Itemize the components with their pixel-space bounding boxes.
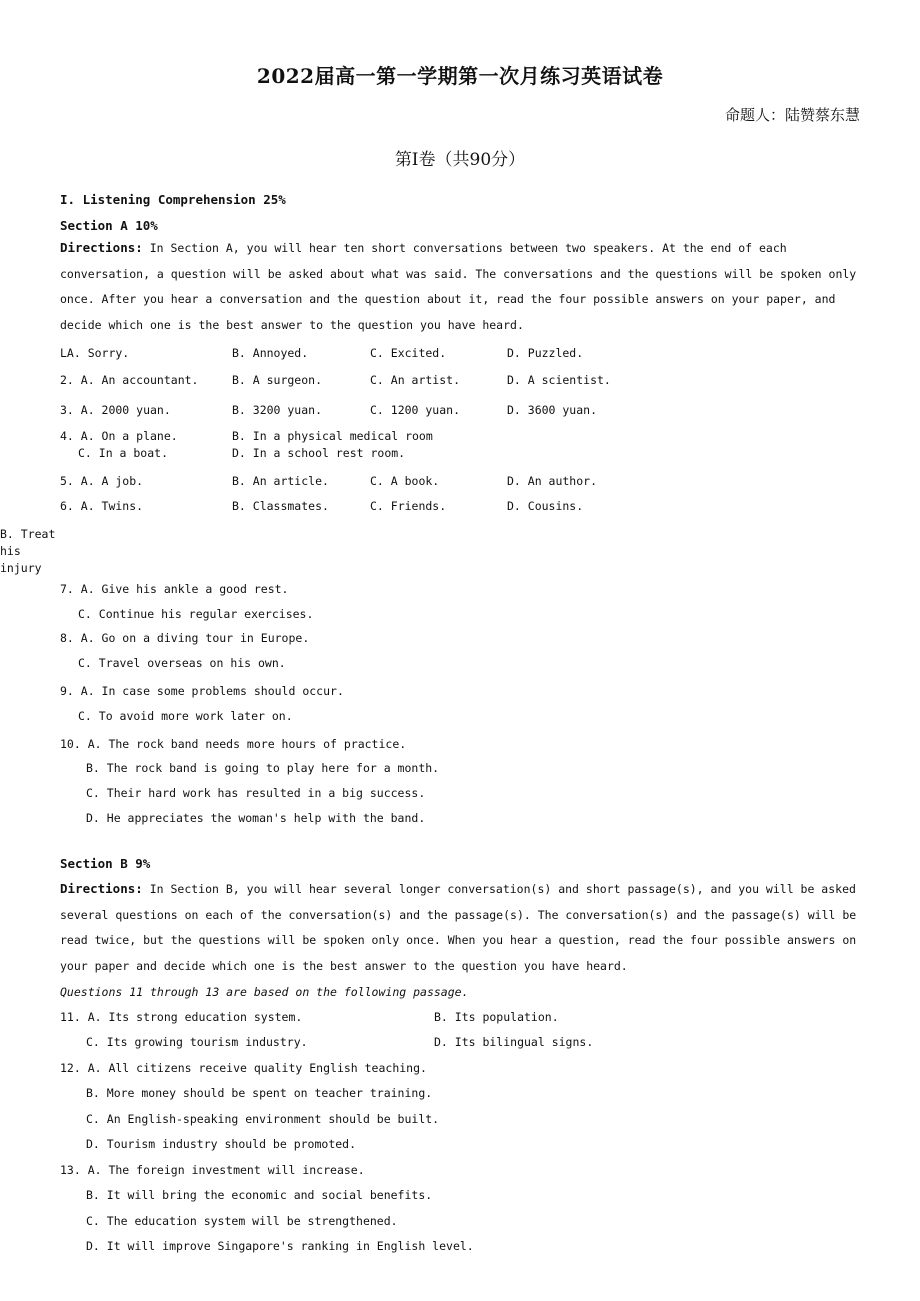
q4-option-d: D. In a school rest room. [232,446,406,460]
q10-option-c: C. Their hard work has resulted in a big success. [86,786,426,800]
q12-option-d: D. Tourism industry should be promoted. [86,1137,357,1151]
q1-option-d: D. Puzzled. [507,346,584,360]
part-heading: I. Listening Comprehension 25% [60,192,286,207]
exam-author: 命题人：陆赞蔡东慧 [724,106,860,124]
q1-option-c: C. Excited. [370,346,447,360]
directions-text: In Section A, you will hear ten short conversations between two speakers. At the end of each conversation, a question will be asked about what was said. The conversations and the questions will be spoken only once. After you hear a conversation and the question about it, read the four possible answers on your paper, and decide which one is the best answer to the question you have heard. [60,241,857,332]
q6-option-d: D. Cousins. [507,499,584,513]
q12-option-b: B. More money should be spent on teacher training. [86,1086,433,1100]
q3-option-c: C. 1200 yuan. [370,403,461,417]
q5-option-b: B. An article. [232,474,329,488]
q11-option-a: 11. A. Its strong education system. [60,1010,303,1024]
passage-note: Questions 11 through 13 are based on the following passage. [60,985,469,999]
q4-option-c: C. In a boat. [78,446,169,460]
q1-option-a: LA. Sorry. [60,346,130,360]
q5-option-c: C. A book. [370,474,440,488]
q4-option-b: B. In a physical medical room [232,429,433,443]
q10-option-b: B. The rock band is going to play here for a month. [86,761,440,775]
q13-option-c: C. The education system will be strengthened. [86,1214,398,1228]
q5-option-d: D. An author. [507,474,598,488]
q6-option-a: 6. A. Twins. [60,499,144,513]
q8-option-a: 8. A. Go on a diving tour in Europe. [60,631,310,645]
directions-label: Directions: [60,881,143,896]
directions-label: Directions: [60,240,143,255]
q6-option-b: B. Classmates. [232,499,329,513]
q2-option-c: C. An artist. [370,373,461,387]
q3-option-b: B. 3200 yuan. [232,403,323,417]
q7-option-c: C. Continue his regular exercises. [78,607,314,621]
section-b-directions [60,876,860,979]
section-a-directions [60,235,860,338]
q10-option-d: D. He appreciates the woman's help with the band. [86,811,426,825]
section-b-heading: Section B 9% [60,856,151,871]
q9-option-a: 9. A. In case some problems should occur. [60,684,344,698]
q8-option-c: C. Travel overseas on his own. [78,656,286,670]
section-a-heading: Section A 10% [60,218,158,233]
q11-option-b: B. Its population. [434,1010,559,1024]
q2-option-a: 2. A. An accountant. [60,373,199,387]
q5-option-a: 5. A. A job. [60,474,144,488]
volume-heading: 第I卷（共90分） [394,150,526,170]
q4-option-a: 4. A. On a plane. [60,429,178,443]
q3-option-d: D. 3600 yuan. [507,403,598,417]
q13-option-d: D. It will improve Singapore's ranking in English level. [86,1239,474,1253]
q13-option-b: B. It will bring the economic and social benefits. [86,1188,433,1202]
exam-title: 2022届高一第一学期第一次月练习英语试卷 [256,64,664,88]
stray-option-text: B. Treat his injury [0,527,56,575]
q1-option-b: B. Annoyed. [232,346,309,360]
q3-option-a: 3. A. 2000 yuan. [60,403,171,417]
directions-text: In Section B, you will hear several longer conversation(s) and short passage(s), and you will be asked several questions on each of the conversation(s) and the passage(s). The conversation(s) and the passage(s) will be read twice, but the questions will be spoken only once. When you hear a question, read the four possible answers on your paper and decide which one is the best answer to the question you have heard. [60,882,857,973]
q2-option-b: B. A surgeon. [232,373,323,387]
q12-option-c: C. An English-speaking environment should be built. [86,1112,440,1126]
q11-option-d: D. Its bilingual signs. [434,1035,594,1049]
q7-option-a: 7. A. Give his ankle a good rest. [60,582,289,596]
q13-option-a: 13. A. The foreign investment will increase. [60,1163,365,1177]
q9-option-c: C. To avoid more work later on. [78,709,293,723]
q10-option-a: 10. A. The rock band needs more hours of practice. [60,737,407,751]
q6-option-c: C. Friends. [370,499,447,513]
q11-option-c: C. Its growing tourism industry. [86,1035,308,1049]
q2-option-d: D. A scientist. [507,373,611,387]
q12-option-a: 12. A. All citizens receive quality English teaching. [60,1061,427,1075]
